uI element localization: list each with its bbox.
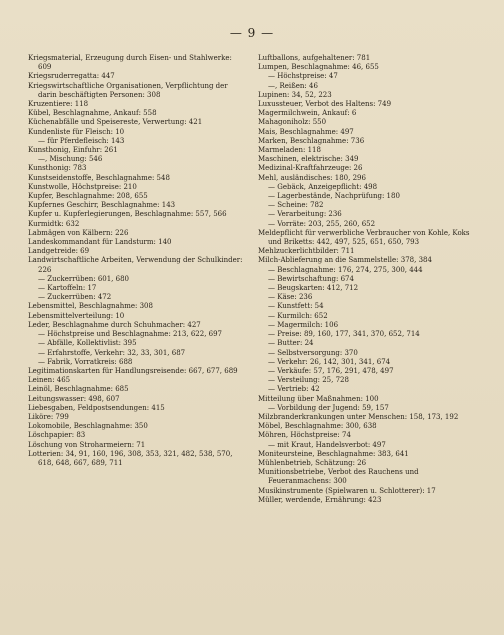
index-entry: — Vorbildung der Jugend: 59, 157 — [268, 403, 389, 412]
index-entry: — Beugskarten: 412, 712 — [268, 284, 359, 293]
index-entry: Leitungswasser: 498, 607 — [28, 394, 120, 403]
index-entry: Moniteursteine, Beschlagnahme: 383, 641 — [258, 449, 409, 458]
index-entry: Landeskommandant für Landsturm: 140 — [28, 238, 172, 247]
page-header: — 9 — — [229, 26, 275, 40]
index-entry: Milch-Ablieferung an die Sammelstelle: 378, 384 — [258, 256, 432, 265]
index-entry: — Butter: 24 — [268, 339, 314, 348]
index-entry: — Erfahrstoffe, Verkehr: 32, 33, 301, 687 — [38, 348, 186, 357]
index-entry: Liköre: 799 — [28, 412, 69, 421]
index-entry: Kunstseidenstoffe, Beschlagnahme: 548 — [28, 173, 170, 182]
index-entry: — Selbstversorgung: 370 — [268, 348, 358, 357]
index-entry: Kupfer, Beschlagnahme: 208, 655 — [28, 192, 148, 201]
index-entry: Kübel, Beschlagnahme, Ankauf: 558 — [28, 109, 157, 118]
index-entry: — Höchstpreise und Beschlagnahme: 213, 622, 697 — [38, 330, 223, 339]
index-entry: Kunsthonig: 783 — [28, 164, 87, 173]
index-entry: Mais, Beschlagnahme: 497 — [258, 127, 354, 136]
index-entry: Meldepflicht für verwerbliche Verbraucher von Kohle, Koks und Briketts: 442, 497, 525, 651, 650, 793 — [258, 228, 470, 247]
index-entry: — Kartoffeln: 17 — [38, 284, 97, 293]
index-entry: Kunsthonig, Einfuhr: 261 — [28, 146, 118, 155]
index-entry: Lebensmittel, Beschlagnahme: 308 — [28, 302, 153, 311]
index-entry: — Versteilung: 25, 728 — [268, 376, 349, 385]
left-column — [28, 54, 246, 468]
index-entry: Liebesgaben, Feldpostsendungen: 415 — [28, 403, 165, 412]
index-entry: Kriegsruderregatta: 447 — [28, 72, 115, 81]
index-entry: Mahagoniholz: 550 — [258, 118, 327, 127]
index-entry: — Bewirtschaftung: 674 — [268, 274, 354, 283]
index-entry: Löschpapier: 83 — [28, 431, 86, 440]
index-entry: — Zuckerrüben: 472 — [38, 293, 112, 302]
index-entry: Musikinstrumente (Spielwaren u. Schlotterer): 17 — [258, 486, 436, 495]
index-entry: Mitteilung über Maßnahmen: 100 — [258, 394, 379, 403]
index-entry: — Beschlagnahme: 176, 274, 275, 300, 444 — [268, 265, 423, 274]
index-entry: Legitimationskarten für Handlungsreisende: 667, 677, 689 — [28, 366, 238, 375]
index-entry: Maschinen, elektrische: 349 — [258, 155, 359, 164]
index-entry: Löschung von Stroharmeiern: 71 — [28, 440, 146, 449]
index-entry: Milzbranderkrankungen unter Menschen: 158, 173, 192 — [258, 412, 459, 421]
index-entry: — Zuckerrüben: 601, 680 — [38, 274, 129, 283]
index-entry: Kupfer u. Kupferlegierungen, Beschlagnahme: 557, 566 — [28, 210, 227, 219]
index-entry: Kriegswirtschaftliche Organisationen, Verpflichtung der darin beschäftigten Personen: 308 — [28, 81, 228, 99]
index-entry: Lebensmittelverteilung: 10 — [28, 311, 125, 320]
index-entry: Kundenliste für Fleisch: 10 — [28, 127, 125, 136]
index-entry: Leinen: 465 — [28, 376, 71, 385]
index-entry: — Preise: 89, 160, 177, 341, 370, 652, 714 — [268, 330, 420, 339]
index-entry: Kurmidtk: 632 — [28, 219, 80, 228]
index-entry: Mehlzuckerlichtbilder: 711 — [258, 247, 355, 256]
index-entry: — mit Kraut, Handelsverbot: 497 — [268, 440, 386, 449]
index-entry: Lupinen: 34, 52, 223 — [258, 90, 332, 99]
index-entry: Mühlenbetrieb, Schätzung: 26 — [258, 458, 367, 467]
index-entry: — Gebäck, Anzeigepflicht: 498 — [268, 182, 378, 191]
index-entry: Kunstwolle, Höchstpreise: 210 — [28, 182, 137, 191]
index-entry: Marmeladen: 118 — [258, 146, 321, 155]
index-entry: — Abfälle, Kollektivlist: 395 — [38, 339, 137, 348]
index-entry: Landgetreide: 69 — [28, 247, 90, 256]
index-entry: Medizinal-Kraftfahrzeuge: 26 — [258, 164, 363, 173]
index-entry: Müller, werdende, Ernährung: 423 — [258, 495, 382, 504]
index-entry: —, Reißen: 46 — [268, 81, 318, 90]
index-entry: Luftballons, aufgehaltener: 781 — [258, 54, 371, 62]
index-entry: — Kurmilch: 652 — [268, 311, 328, 320]
index-entry: — Höchstpreise: 47 — [268, 72, 338, 81]
index-entry: — Kunstfett: 54 — [268, 302, 324, 311]
right-column — [258, 54, 476, 505]
index-entry: Mehl, ausländisches: 180, 296 — [258, 173, 366, 182]
index-entry: — Vorräte: 203, 255, 260, 652 — [268, 219, 376, 228]
index-entry: Luxussteuer, Verbot des Haltens: 749 — [258, 100, 392, 109]
index-entry: — für Pferdefleisch: 143 — [38, 136, 125, 145]
index-entry: Lumpen, Beschlagnahme: 46, 655 — [258, 63, 379, 72]
index-entry: Marken, Beschlagnahme: 736 — [258, 136, 365, 145]
index-entry: —, Mischung: 546 — [38, 155, 103, 164]
index-entry: Magermilchwein, Ankauf: 6 — [258, 109, 357, 118]
index-entry: Kupfernes Geschirr, Beschlagnahme: 143 — [28, 201, 176, 210]
index-entry: — Verkehr: 26, 142, 301, 341, 674 — [268, 357, 391, 366]
index-entry: Kriegsmaterial, Erzeugung durch Eisen- und Stahlwerke: 609 — [28, 54, 232, 72]
index-entry: Lotterien: 34, 91, 160, 196, 308, 353, 321, 482, 538, 570, 618, 648, 667, 689, 711 — [28, 449, 233, 467]
index-entry: — Magermilch: 106 — [268, 320, 339, 329]
index-entry: — Verarbeitung: 236 — [268, 210, 342, 219]
index-entry: Möbel, Beschlagnahme: 300, 638 — [258, 422, 377, 431]
index-entry: Möhren, Höchstpreise: 74 — [258, 431, 351, 440]
index-entry: Lokomobile, Beschlagnahme: 350 — [28, 422, 148, 431]
index-entry: Küchenabfälle und Speisereste, Verwertung: 421 — [28, 118, 203, 127]
index-entry: Munitionsbetriebe, Verbot des Rauchens und Feueranmachens: 300 — [258, 468, 419, 486]
index-entry: — Vertrieb: 42 — [268, 385, 320, 394]
index-entry: Leinöl, Beschlagnahme: 685 — [28, 385, 129, 394]
index-entry: — Fabrik, Vorratkreis: 688 — [38, 357, 133, 366]
index-entry: — Lagerbestände, Nachprüfung: 180 — [268, 192, 400, 201]
index-entry: — Käse: 236 — [268, 293, 313, 302]
index-entry: — Verkäufe: 57, 176, 291, 478, 497 — [268, 366, 394, 375]
index-entry: Labmägen von Kälbern: 226 — [28, 228, 129, 237]
index-entry: Landwirtschaftliche Arbeiten, Verwendung der Schulkinder: 226 — [28, 256, 243, 274]
index-entry: Leder, Beschlagnahme durch Schuhmacher: 427 — [28, 320, 201, 329]
index-entry: — Scheine: 782 — [268, 201, 324, 210]
index-entry: Kruzentiere: 118 — [28, 100, 89, 109]
